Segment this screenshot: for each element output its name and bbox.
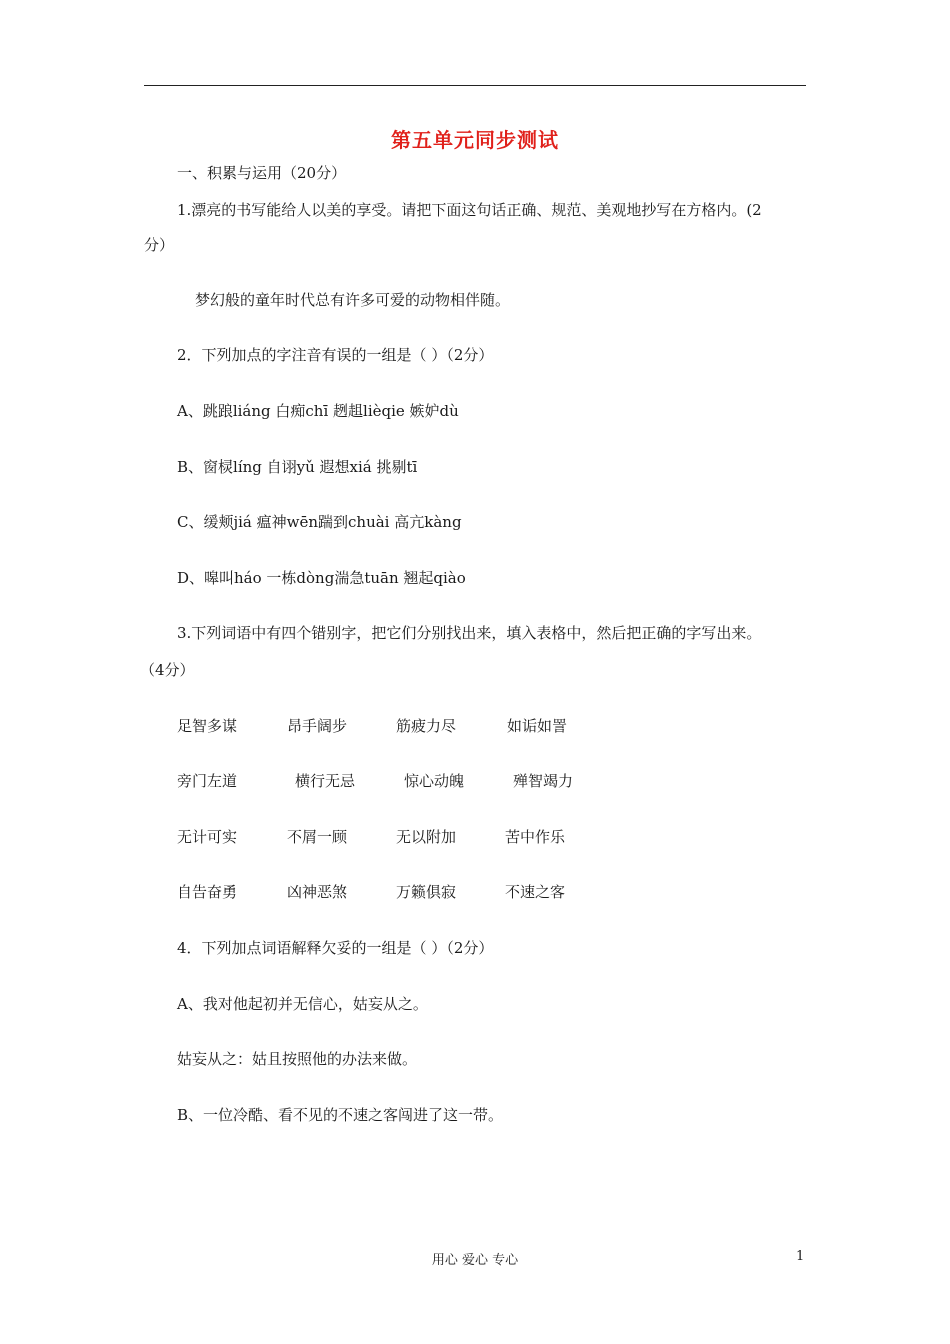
word-item: 无以附加: [396, 828, 457, 846]
question-3-line2: （4分）: [140, 661, 195, 679]
question-2-option-c: C、缓颊jiá 瘟神wēn踹到chuài 高亢kàng: [177, 513, 462, 531]
word-item: 不速之客: [505, 883, 566, 901]
word-item: 殚智竭力: [513, 772, 574, 790]
section-heading: 一、积累与运用（20分）: [177, 164, 347, 182]
question-1-sentence: 梦幻般的童年时代总有许多可爱的动物相伴随。: [195, 291, 511, 309]
word-item: 凶神恶煞: [287, 883, 348, 901]
question-3-line1: 3.下列词语中有四个错别字，把它们分别找出来，填入表格中，然后把正确的字写出来。: [177, 624, 762, 642]
word-item: 横行无忌: [295, 772, 356, 790]
word-item: 不屑一顾: [287, 828, 348, 846]
question-4-option-a: A、我对他起初并无信心，姑妄从之。: [177, 995, 428, 1013]
question-2-option-b: B、窗棂líng 自诩yǔ 遐想xiá 挑剔tī: [177, 458, 418, 476]
question-1-line2: 分）: [144, 236, 175, 254]
header-rule: [144, 85, 806, 86]
question-4-stem: 4．下列加点词语解释欠妥的一组是（ ）（2分）: [177, 939, 494, 957]
word-item: 惊心动魄: [404, 772, 465, 790]
footer-motto: 用心 爱心 专心: [431, 1253, 519, 1268]
word-item: 筋疲力尽: [396, 717, 457, 735]
word-item: 足智多谋: [177, 717, 238, 735]
question-2-stem: 2．下列加点的字注音有误的一组是（ ）（2分）: [177, 346, 494, 364]
question-2-option-d: D、嗥叫háo 一栋dòng湍急tuān 翘起qiào: [177, 569, 466, 587]
page-title: 第五单元同步测试: [391, 128, 559, 152]
page-number: 1: [796, 1249, 805, 1264]
question-1-line1: 1.漂亮的书写能给人以美的享受。请把下面这句话正确、规范、美观地抄写在方格内。(2: [177, 201, 762, 219]
word-item: 万籁俱寂: [396, 883, 457, 901]
word-item: 无计可实: [177, 828, 238, 846]
word-item: 旁门左道: [177, 772, 238, 790]
word-item: 苦中作乐: [505, 828, 566, 846]
question-4-option-a-explanation: 姑妄从之：姑且按照他的办法来做。: [177, 1050, 418, 1068]
word-item: 昂手阔步: [287, 717, 348, 735]
word-item: 自告奋勇: [177, 883, 238, 901]
word-item: 如诟如詈: [507, 717, 568, 735]
question-4-option-b: B、一位冷酷、看不见的不速之客闯进了这一带。: [177, 1106, 504, 1124]
question-2-option-a: A、跳踉liáng 白痴chī 趔趄lièqie 嫉妒dù: [177, 402, 459, 420]
